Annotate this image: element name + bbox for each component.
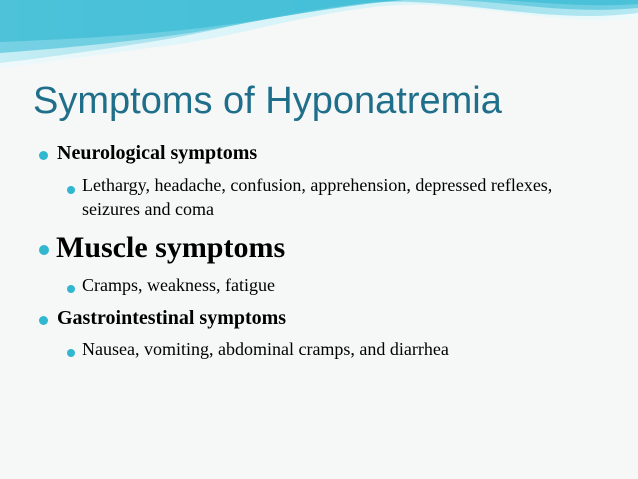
bullet-dot-icon bbox=[67, 349, 75, 357]
bullet-dot-icon bbox=[39, 316, 48, 325]
slide-title: Symptoms of Hyponatremia bbox=[33, 80, 502, 122]
list-item-muscle: Muscle symptoms bbox=[56, 231, 286, 264]
bullet-dot-icon bbox=[39, 151, 48, 160]
bullet-dot-icon bbox=[39, 245, 49, 255]
sub-list-item-neurological: Lethargy, headache, confusion, apprehension, depressed reflexes, seizures and coma bbox=[82, 175, 553, 219]
bullet-dot-icon bbox=[67, 285, 75, 293]
bullet-dot-icon bbox=[67, 186, 75, 194]
sub-list-item-gastrointestinal: Nausea, vomiting, abdominal cramps, and diarrhea bbox=[82, 339, 449, 359]
list-item-neurological: Neurological symptoms bbox=[57, 142, 258, 164]
list-item-gastrointestinal: Gastrointestinal symptoms bbox=[57, 307, 287, 329]
sub-list-item-muscle: Cramps, weakness, fatigue bbox=[82, 275, 275, 295]
